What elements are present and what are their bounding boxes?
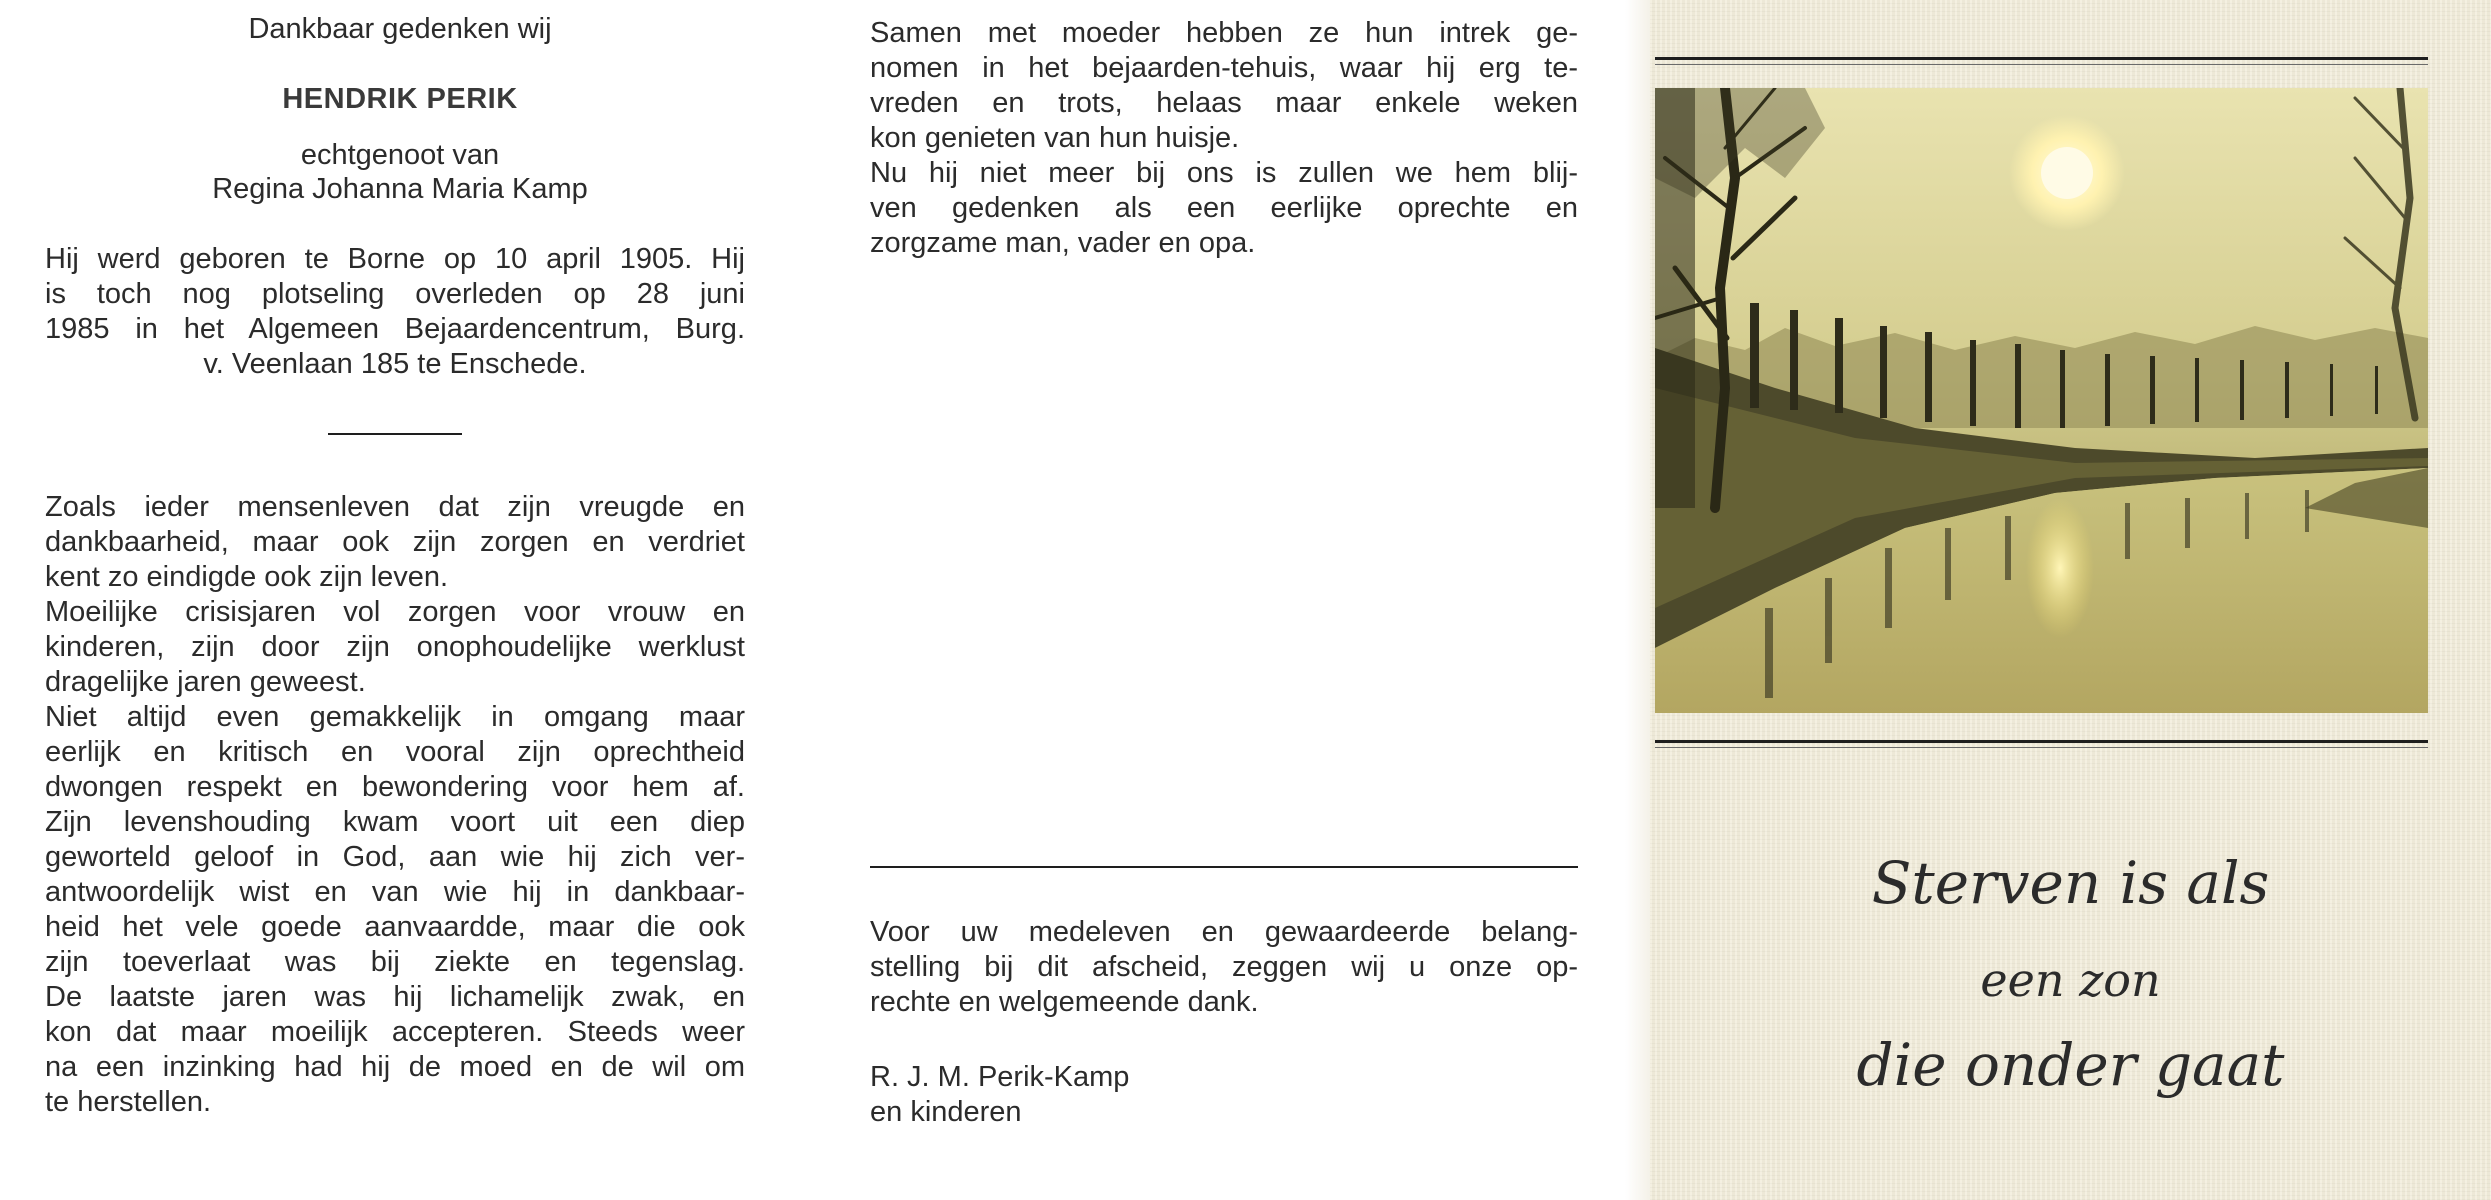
body-line: dragelijke jaren geweest.	[45, 666, 366, 698]
verse-line: Sterven is als	[1871, 849, 2270, 917]
card-fold-gap	[1625, 0, 1650, 1200]
spouse-label: echtgenoot van	[300, 139, 500, 171]
memorial-left-page	[0, 0, 810, 1200]
card-top-rule-thin	[1655, 64, 2428, 65]
story-line: ven gedenken als een eerlijke oprechte en	[870, 192, 1578, 224]
thanks-line: rechte en welgemeende dank.	[870, 986, 1259, 1018]
sunset-river-photo	[1655, 88, 2428, 713]
body-line: dwongen respekt en bewondering voor hem af.	[45, 771, 745, 803]
body-line: eerlijk en kritisch en vooral zijn oprechtheid	[45, 736, 745, 768]
story-line: vreden en trots, helaas maar enkele weken	[870, 87, 1578, 119]
body-line: heid het vele goede aanvaardde, maar die ook	[45, 911, 745, 943]
thanks-line: stelling bij dit afscheid, zeggen wij u onze op-	[870, 951, 1578, 983]
body-line: De laatste jaren was hij lichamelijk zwak, en	[45, 981, 745, 1013]
birth-line: 1985 in het Algemeen Bejaardencentrum, Burg.	[45, 313, 745, 345]
body-line: na een inzinking had hij de moed en de wil om	[45, 1051, 745, 1083]
verse-line: een zon	[1980, 953, 2161, 1007]
birth-line: Hij werd geboren te Borne op 10 april 1905. Hij	[45, 243, 745, 275]
body-line: antwoordelijk wist en van wie hij in dankbaar-	[45, 876, 745, 908]
spouse-name: Regina Johanna Maria Kamp	[212, 173, 588, 205]
story-line: nomen in het bejaarden-tehuis, waar hij erg te-	[870, 52, 1578, 84]
body-line: kon dat maar moeilijk accepteren. Steeds weer	[45, 1016, 745, 1048]
memorial-middle-page	[810, 0, 1625, 1200]
body-line: kent zo eindigde ook zijn leven.	[45, 561, 449, 593]
body-line: zijn toeverlaat was bij ziekte en tegenslag.	[45, 946, 745, 978]
card-bottom-rule-thin	[1655, 747, 2428, 748]
thanks-line: Voor uw medeleven en gewaardeerde belang-	[870, 916, 1578, 948]
intro-text: Dankbaar gedenken wij	[248, 13, 552, 45]
story-line: Nu hij niet meer bij ons is zullen we hem blij-	[870, 157, 1578, 189]
section-divider	[328, 433, 462, 435]
body-line: dankbaarheid, maar ook zijn zorgen en verdriet	[45, 526, 745, 558]
body-line: Zijn levenshouding kwam voort uit een diep	[45, 806, 745, 838]
body-line: geworteld geloof in God, aan wie hij zich ver-	[45, 841, 745, 873]
story-line: zorgzame man, vader en opa.	[870, 227, 1256, 259]
verse-line: die onder gaat	[1856, 1031, 2285, 1099]
story-line: Samen met moeder hebben ze hun intrek ge-	[870, 17, 1578, 49]
story-line: kon genieten van hun huisje.	[870, 122, 1240, 154]
body-line: Moeilijke crisisjaren vol zorgen voor vrouw en	[45, 596, 745, 628]
signature-line: R. J. M. Perik-Kamp	[870, 1061, 1130, 1093]
card-top-rule	[1655, 57, 2428, 60]
body-line: Niet altijd even gemakkelijk in omgang maar	[45, 701, 745, 733]
thanks-divider	[870, 866, 1578, 868]
signature-line: en kinderen	[870, 1096, 1022, 1128]
body-line: te herstellen.	[45, 1086, 212, 1118]
body-line: kinderen, zijn door zijn onophoudelijke werklust	[45, 631, 745, 663]
birth-line: is toch nog plotseling overleden op 28 juni	[45, 278, 745, 310]
deceased-name: HENDRIK PERIK	[282, 83, 518, 115]
birth-line: v. Veenlaan 185 te Enschede.	[203, 348, 587, 380]
card-bottom-rule	[1655, 740, 2428, 743]
body-line: Zoals ieder mensenleven dat zijn vreugde en	[45, 491, 745, 523]
